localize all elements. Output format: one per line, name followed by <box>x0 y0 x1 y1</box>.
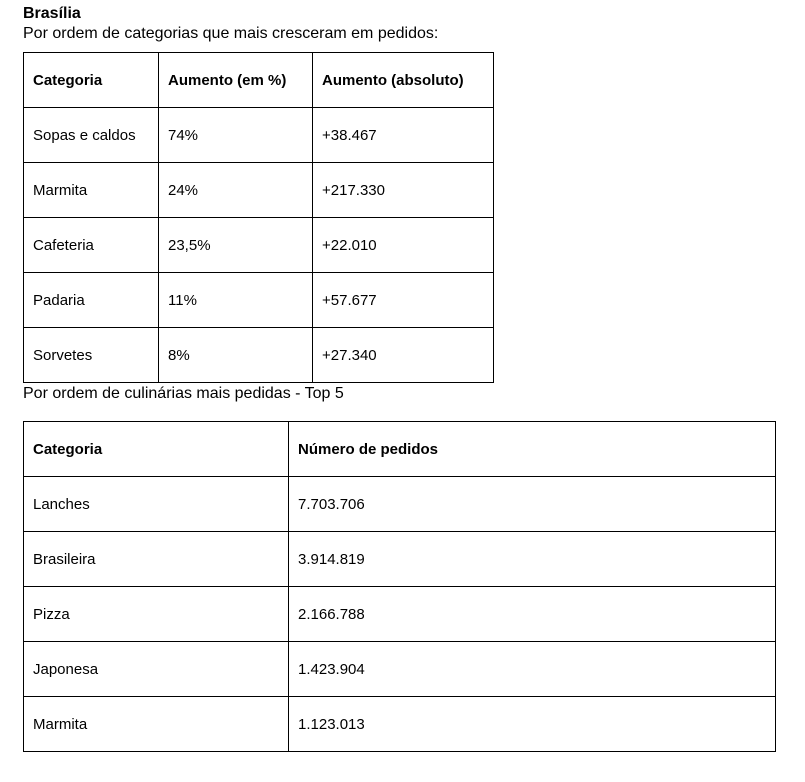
cuisines-caption: Por ordem de culinárias mais pedidas - Top 5 <box>23 385 344 402</box>
cell-percent: 74% <box>159 108 313 163</box>
cell-categoria: Pizza <box>24 587 289 642</box>
cell-pedidos: 3.914.819 <box>289 532 776 587</box>
cell-percent: 8% <box>159 328 313 383</box>
cell-pedidos: 7.703.706 <box>289 477 776 532</box>
table-row <box>24 532 776 587</box>
cell-categoria: Padaria <box>24 273 159 328</box>
cell-pedidos: 1.423.904 <box>289 642 776 697</box>
table-row <box>24 108 494 163</box>
cell-categoria: Marmita <box>24 697 289 752</box>
header-categoria: Categoria <box>24 422 289 477</box>
cell-absolute: +22.010 <box>313 218 494 273</box>
cell-percent: 23,5% <box>159 218 313 273</box>
cell-categoria: Cafeteria <box>24 218 159 273</box>
cell-absolute: +38.467 <box>313 108 494 163</box>
table-row <box>24 218 494 273</box>
cell-categoria: Brasileira <box>24 532 289 587</box>
cell-absolute: +27.340 <box>313 328 494 383</box>
cell-categoria: Lanches <box>24 477 289 532</box>
growth-table <box>23 52 494 383</box>
table-row <box>24 163 494 218</box>
cell-absolute: +57.677 <box>313 273 494 328</box>
document <box>23 4 776 752</box>
table-row <box>24 587 776 642</box>
cell-categoria: Marmita <box>24 163 159 218</box>
cuisines-table <box>23 421 776 752</box>
cell-pedidos: 1.123.013 <box>289 697 776 752</box>
header-numero-pedidos: Número de pedidos <box>289 422 776 477</box>
header-aumento-absoluto: Aumento (absoluto) <box>313 53 494 108</box>
table-row <box>24 328 494 383</box>
table-row <box>24 697 776 752</box>
cell-percent: 24% <box>159 163 313 218</box>
table-row <box>24 273 494 328</box>
growth-caption: Por ordem de categorias que mais cresceram em pedidos: <box>23 25 439 42</box>
cell-pedidos: 2.166.788 <box>289 587 776 642</box>
cell-absolute: +217.330 <box>313 163 494 218</box>
table-header-row <box>24 422 776 477</box>
cell-categoria: Sorvetes <box>24 328 159 383</box>
table-row <box>24 642 776 697</box>
table-header-row <box>24 53 494 108</box>
table-row <box>24 477 776 532</box>
header-aumento-percent: Aumento (em %) <box>159 53 313 108</box>
header-categoria: Categoria <box>24 53 159 108</box>
cell-percent: 11% <box>159 273 313 328</box>
section-heading: Brasília <box>23 5 81 22</box>
cell-categoria: Japonesa <box>24 642 289 697</box>
cell-categoria: Sopas e caldos <box>24 108 159 163</box>
